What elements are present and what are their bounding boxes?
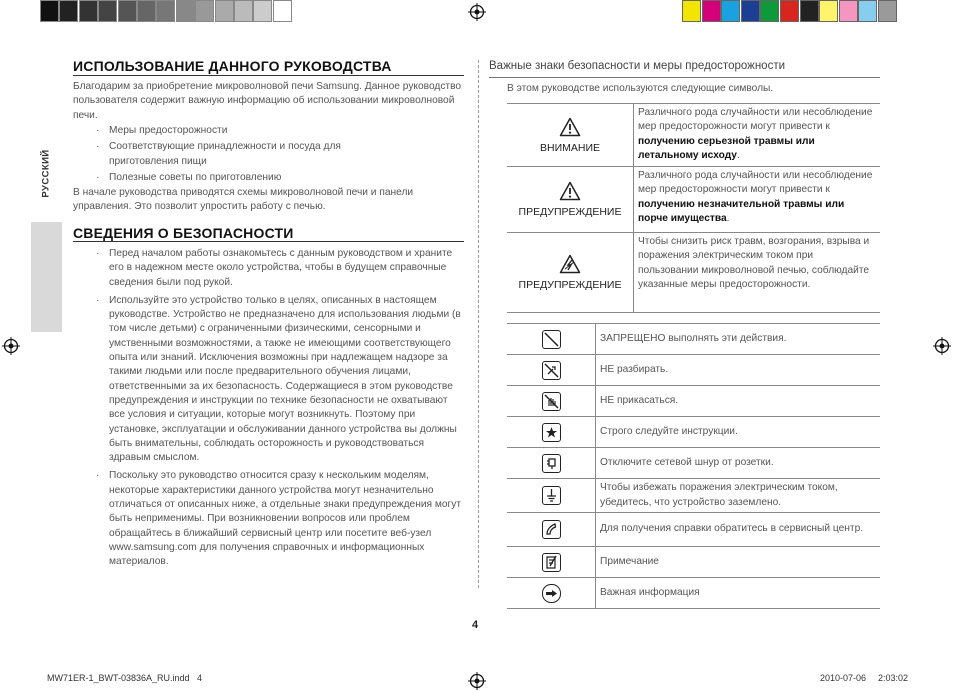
grayscale-swatch bbox=[59, 0, 78, 22]
do-not-touch-icon bbox=[542, 392, 561, 411]
warning-triangle-icon bbox=[559, 117, 581, 137]
symbol-text: ЗАПРЕЩЕНО выполнять эти действия. bbox=[596, 324, 881, 355]
warning-label: ПРЕДУПРЕЖДЕНИЕ bbox=[518, 206, 622, 218]
usage-list bbox=[91, 124, 381, 185]
symbol-text: Важная информация bbox=[596, 578, 881, 609]
warning-label-cell bbox=[507, 104, 634, 167]
grayscale-swatch bbox=[98, 0, 117, 22]
grayscale-swatch bbox=[215, 0, 234, 22]
usage-outro: В начале руководства приводятся схемы микроволновой печи и панели управления. Это позволит упростить работу с печью. bbox=[73, 187, 414, 213]
symbol-text: Для получения справки обратитесь в сервисный центр. bbox=[596, 513, 881, 547]
list-item: · Перед началом работы ознакомьтесь с данным руководством и храните его в надежном месте около устройства, чтобы в будущем справочные сведения были под рукой. bbox=[91, 247, 465, 290]
do-not-disassemble-icon bbox=[542, 361, 561, 380]
grayscale-swatch bbox=[253, 0, 272, 22]
language-tab-label: РУССКИЙ bbox=[40, 149, 52, 198]
important-info-icon bbox=[542, 584, 561, 603]
registration-mark-icon bbox=[468, 3, 486, 21]
list-item: · Соответствующие принадлежности и посуда для приготовления пищи bbox=[91, 140, 359, 169]
divider bbox=[73, 75, 464, 76]
grayscale-swatch bbox=[234, 0, 253, 22]
section-title-usage: ИСПОЛЬЗОВАНИЕ ДАННОГО РУКОВОДСТВА bbox=[73, 58, 392, 74]
warning-row bbox=[507, 233, 880, 313]
symbol-text: Чтобы избежать поражения электрическим током, убедитесь, что устройство заземлено. bbox=[596, 479, 881, 513]
symbol-text: НЕ прикасаться. bbox=[596, 386, 881, 417]
grayscale-swatch bbox=[118, 0, 137, 22]
ground-icon bbox=[542, 486, 561, 505]
symbol-row bbox=[507, 417, 880, 448]
registration-mark-icon bbox=[468, 672, 486, 690]
column-divider bbox=[478, 60, 480, 588]
warning-text: Различного рода случайности или несоблюдение мер предосторожности могут привести к получению незначительной травмы или порче имущества. bbox=[634, 167, 881, 233]
divider bbox=[489, 77, 880, 78]
color-swatch bbox=[839, 0, 858, 22]
color-swatch bbox=[702, 0, 721, 22]
symbol-row bbox=[507, 547, 880, 578]
warning-table bbox=[507, 103, 880, 313]
safety-list bbox=[91, 247, 465, 570]
symbol-text: Примечание bbox=[596, 547, 881, 578]
symbol-row bbox=[507, 448, 880, 479]
symbol-row bbox=[507, 355, 880, 386]
list-item: · Поскольку это руководство относится сразу к нескольким моделям, некоторые характеристики данного устройства могут незначительно отличаться от описанных ниже, а отдельные знаки предупреждения могут быть неприменимы. При возникновении вопросов или проблем обращайтесь в ближайший сервисный центр или посетите веб-узел www.samsung.com для получения справочных и информационных материалов. bbox=[91, 469, 465, 569]
divider bbox=[73, 241, 464, 242]
service-call-icon bbox=[542, 520, 561, 539]
list-item: · Меры предосторожности bbox=[91, 124, 381, 138]
grayscale-swatch bbox=[79, 0, 98, 22]
color-swatch bbox=[800, 0, 819, 22]
symbol-row bbox=[507, 324, 880, 355]
footer-date: 2010-07-06 bbox=[820, 673, 867, 683]
symbols-intro: В этом руководстве используются следующие символы. bbox=[507, 83, 774, 94]
color-swatch bbox=[819, 0, 838, 22]
grayscale-swatch bbox=[273, 0, 292, 22]
warning-label-cell bbox=[507, 167, 634, 233]
usage-intro: Благодарим за приобретение микроволновой печи Samsung. Данное руководство пользователя содержит важную информацию об использовании микроволновой печи. bbox=[73, 81, 462, 121]
symbol-row bbox=[507, 386, 880, 417]
warning-text: Чтобы снизить риск травм, возгорания, взрыва и поражения электрическим током при пользовании микроволновой печью, соблюдайте указанные меры предосторожности. bbox=[634, 233, 881, 313]
symbol-row bbox=[507, 578, 880, 609]
symbol-text: Отключите сетевой шнур от розетки. bbox=[596, 448, 881, 479]
prohibited-icon bbox=[542, 330, 561, 349]
color-swatch bbox=[858, 0, 877, 22]
symbol-text: Строго следуйте инструкции. bbox=[596, 417, 881, 448]
warning-triangle-icon bbox=[559, 181, 581, 201]
color-swatch bbox=[760, 0, 779, 22]
warning-label: ВНИМАНИЕ bbox=[539, 141, 601, 154]
color-swatch bbox=[741, 0, 760, 22]
follow-instructions-icon bbox=[542, 423, 561, 442]
section-title-safety: СВЕДЕНИЯ О БЕЗОПАСНОСТИ bbox=[73, 225, 294, 241]
warning-text: Различного рода случайности или несоблюдение мер предосторожности могут привести к получению серьезной травмы или летальному исходу. bbox=[634, 104, 881, 167]
warning-row bbox=[507, 167, 880, 233]
safety-symbols-heading: Важные знаки безопасности и меры предосторожности bbox=[489, 60, 786, 72]
list-item: · Полезные советы по приготовлению bbox=[91, 171, 381, 185]
shock-triangle-icon bbox=[559, 254, 581, 274]
page-number: 4 bbox=[472, 619, 479, 631]
grayscale-swatch bbox=[195, 0, 214, 22]
unplug-icon bbox=[542, 454, 561, 473]
note-icon bbox=[542, 553, 561, 572]
grayscale-swatch bbox=[176, 0, 195, 22]
grayscale-swatch bbox=[40, 0, 59, 22]
language-side-tab bbox=[31, 132, 62, 332]
symbol-row bbox=[507, 513, 880, 547]
color-swatch bbox=[780, 0, 799, 22]
footer-filename: MW71ER-1_BWT-03836A_RU.indd 4 bbox=[47, 673, 203, 683]
color-swatch bbox=[878, 0, 897, 22]
color-swatch bbox=[721, 0, 740, 22]
grayscale-swatch bbox=[137, 0, 156, 22]
list-item: · Используйте это устройство только в целях, описанных в настоящем руководстве. Устройство не предназначено для использования людьми (в том числе детьми) с ограниченными физическими, сенсорными и умственными возможностями, а также не имеющими соответствующего опыта или знаний. Исключения возможны при надлежащем надзоре за такими людьми или после предварительного обучения лицами, ответственными за их безопасность. Содержащиеся в этом руководстве предупреждения и инструкции по технике безопасности не охватывают все условия и ситуации, которые могут возникнуть. Поэтому при установке, эксплуатации и обслуживании данного устройства вы должны быть внимательны, соблюдать осторожность и руководствоваться здравым смыслом. bbox=[91, 294, 465, 466]
warning-label-cell bbox=[507, 233, 634, 313]
footer-time: 2:03:02 bbox=[878, 673, 909, 683]
warning-row bbox=[507, 104, 880, 167]
symbol-row bbox=[507, 479, 880, 513]
symbol-text: НЕ разбирать. bbox=[596, 355, 881, 386]
symbols-table bbox=[507, 323, 880, 609]
color-swatch bbox=[682, 0, 701, 22]
registration-mark-icon bbox=[933, 337, 951, 355]
registration-mark-icon bbox=[2, 337, 20, 355]
grayscale-swatch bbox=[156, 0, 175, 22]
warning-label: ПРЕДУПРЕЖДЕНИЕ bbox=[518, 279, 622, 291]
